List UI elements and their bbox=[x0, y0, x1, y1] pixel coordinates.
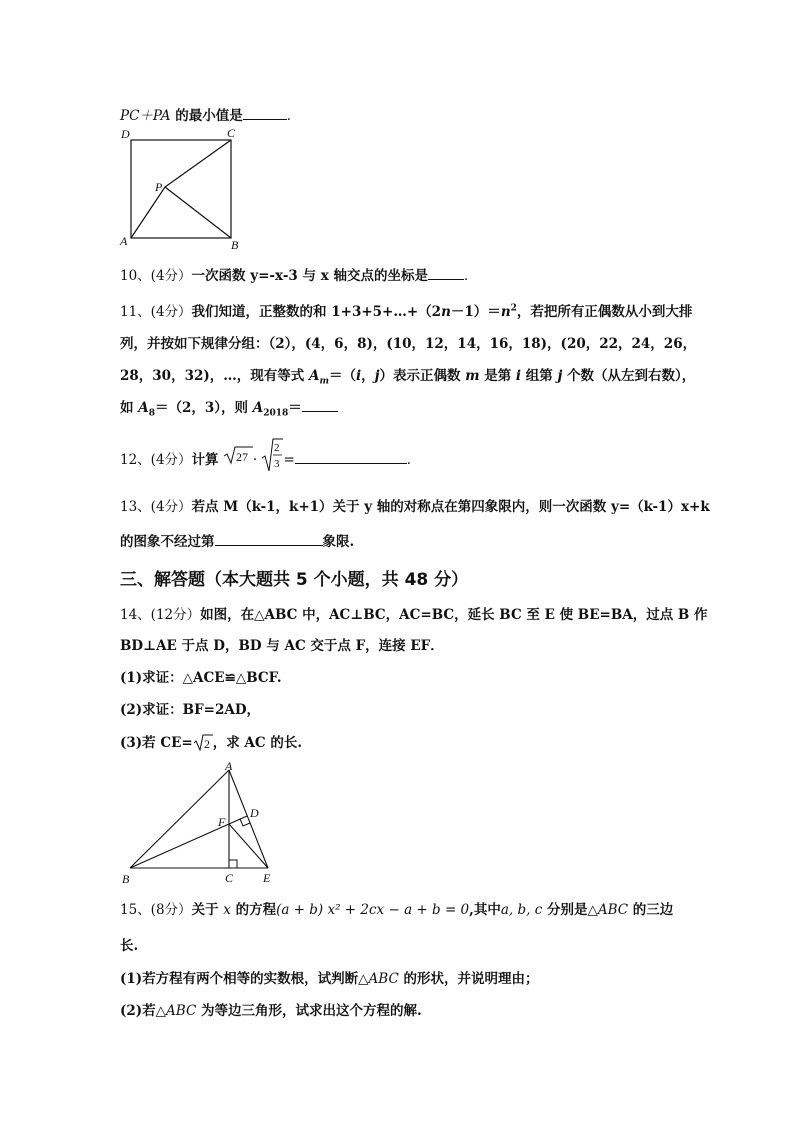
q15-line-2: 长. bbox=[120, 938, 139, 954]
q14-text-1: 如图，在△ABC 中，AC⊥BC，AC=BC，延长 BC 至 E 使 BE=BA，过点 B 作 bbox=[200, 607, 708, 623]
q15-part-1 bbox=[120, 967, 680, 987]
q15-p2-b: 为等边三角形，试求出这个方程的解. bbox=[196, 1003, 422, 1019]
q11-number: 11、(4分） bbox=[120, 304, 192, 320]
q11-sup: 2 bbox=[510, 303, 517, 314]
q12-text: 计算 bbox=[191, 451, 219, 468]
q11-l3-j: j bbox=[374, 368, 380, 384]
segment-fe bbox=[229, 824, 268, 868]
q14-rad-value: 2 bbox=[203, 736, 210, 751]
q13-line-1 bbox=[120, 495, 710, 515]
q11-l3-m: m bbox=[319, 376, 329, 387]
q11-l4-b: ＝（2，3），则 bbox=[154, 400, 253, 416]
q11-text-b: －1）＝ bbox=[450, 304, 501, 320]
q10-line bbox=[120, 264, 680, 284]
q11-l3-j2: j bbox=[557, 368, 563, 384]
label-e: E bbox=[263, 871, 271, 885]
q11-l4-A2: A bbox=[252, 400, 264, 416]
q13-text-1: 若点 M（k-1，k+1）关于 y 轴的对称点在第四象限内，则一次函数 y=（k-1）x+k bbox=[191, 499, 710, 515]
q11-line-1 bbox=[120, 300, 693, 320]
q11-l3-A: A bbox=[308, 368, 320, 384]
q11-var-n2: n bbox=[500, 304, 511, 320]
q15-part-2 bbox=[120, 999, 680, 1019]
q14-p3-b: ，求 AC 的长. bbox=[212, 735, 303, 751]
q11-l3-c: ， bbox=[361, 368, 375, 384]
q15-p1-triangle: △ABC bbox=[358, 971, 399, 987]
q11-l4-c: ＝ bbox=[288, 400, 302, 416]
q12-denominator: 3 bbox=[274, 458, 280, 470]
q11-line-4 bbox=[120, 396, 680, 419]
q11-l4-A: A bbox=[138, 400, 149, 416]
q9-line bbox=[120, 104, 680, 124]
q15-a4: 分别是 bbox=[542, 902, 588, 918]
q15-number: 15、(8分） bbox=[120, 902, 192, 918]
q11-text-a: 我们知道，正整数的和 1+3+5+…+（2 bbox=[191, 304, 442, 320]
q15-p2-triangle: △ABC bbox=[155, 1003, 197, 1019]
q11-l4-a: 如 bbox=[120, 400, 139, 416]
q11-l3-i2: i bbox=[515, 368, 522, 384]
label-a: A bbox=[120, 234, 128, 248]
label-a2: A bbox=[225, 760, 233, 773]
label-d2: D bbox=[250, 806, 259, 820]
q9-expression: PC＋PA bbox=[120, 108, 171, 124]
square-outline bbox=[131, 140, 231, 238]
q13-line-2 bbox=[120, 530, 680, 550]
q11-l3-f: 组第 bbox=[521, 368, 558, 384]
q14-triangle-figure bbox=[112, 760, 282, 890]
q11-l3-m2: m bbox=[465, 368, 480, 384]
q12-number: 12、(4分） bbox=[120, 451, 192, 468]
q11-answer-blank[interactable] bbox=[302, 399, 338, 412]
q13-number: 13、(4分） bbox=[120, 499, 192, 515]
q9-square-figure bbox=[112, 124, 252, 252]
segment-ae bbox=[229, 770, 268, 868]
section-3-title: 三、解答题（本大题共 5 个小题，共 48 分） bbox=[120, 570, 469, 590]
q14-line-1 bbox=[120, 603, 708, 623]
right-angle-c bbox=[229, 860, 237, 868]
segment-pb bbox=[165, 187, 231, 238]
q12-radical-fraction bbox=[261, 438, 283, 472]
segment-ap bbox=[131, 187, 165, 238]
q12-rad1-value: 27 bbox=[235, 450, 248, 464]
q10-end: ． bbox=[463, 268, 478, 284]
q15-p2-a: (2)若 bbox=[120, 1003, 156, 1019]
q14-part-2: (2)求证：BF=2AD， bbox=[120, 702, 261, 718]
q11-l3-b: ＝（ bbox=[328, 368, 356, 384]
q11-line-3 bbox=[120, 364, 696, 387]
label-b2: B bbox=[122, 872, 130, 886]
q12-numerator: 2 bbox=[274, 442, 280, 454]
q14-radical-2 bbox=[193, 733, 213, 751]
q13-answer-blank[interactable] bbox=[215, 533, 323, 546]
q15-a3: ,其中 bbox=[469, 902, 501, 918]
q15-line-1 bbox=[120, 898, 680, 918]
q15-equation: (a + b) x² + 2cx − a + b = 0 bbox=[276, 902, 470, 918]
q13-text-2b: 象限. bbox=[322, 534, 355, 550]
label-p: P bbox=[155, 180, 163, 194]
q9-answer-blank[interactable] bbox=[243, 107, 287, 120]
q15-a2: 的方程 bbox=[230, 902, 277, 918]
q13-text-2a: 的图象不经过第 bbox=[120, 534, 215, 550]
label-d: D bbox=[121, 127, 130, 141]
q11-l3-i: i bbox=[355, 368, 362, 384]
q11-l4-sub: 8 bbox=[148, 408, 155, 419]
q11-line-2: 列，并按如下规律分组：（2），(4，6，8)，(10，12，14，16，18)，(20，22，24，26， bbox=[120, 336, 697, 352]
q12-equals: = bbox=[283, 451, 295, 468]
q11-l4-sub2: 2018 bbox=[263, 408, 289, 419]
q9-end: ． bbox=[286, 108, 301, 124]
label-c2: C bbox=[225, 871, 234, 885]
label-f: F bbox=[218, 815, 226, 829]
q12-dot: · bbox=[252, 451, 258, 468]
q15-triangle: △ABC bbox=[587, 902, 629, 918]
q11-text-c: ，若把所有正偶数从小到大排 bbox=[516, 304, 693, 320]
q15-vars: a, b, c bbox=[500, 902, 543, 918]
q15-a5: 的三边 bbox=[628, 902, 674, 918]
q15-p1-a: (1)若方程有两个相等的实数根，试判断 bbox=[120, 971, 359, 987]
label-b: B bbox=[231, 238, 239, 252]
segment-ba bbox=[130, 770, 229, 868]
q15-p1-b: 的形状，并说明理由； bbox=[398, 971, 539, 987]
q14-part-1: (1)求证：△ACE≌△BCF. bbox=[120, 670, 282, 686]
q15-a1: 关于 bbox=[191, 902, 224, 918]
q11-var-n: n bbox=[441, 304, 451, 320]
segment-pc bbox=[165, 140, 231, 187]
q10-text: 一次函数 y=-x-3 与 x 轴交点的坐标是 bbox=[191, 268, 428, 284]
q12-end: ． bbox=[406, 451, 421, 468]
q12-radical-27 bbox=[223, 445, 253, 465]
q11-l3-a: 28，30，32)，…，现有等式 bbox=[120, 368, 309, 384]
q14-p3-a: (3)若 CE= bbox=[120, 735, 193, 751]
q11-l3-g: 个数（从左到右数）， bbox=[562, 368, 696, 384]
label-c: C bbox=[227, 126, 236, 140]
q15-var-x: x bbox=[223, 902, 231, 918]
q11-l3-e: 是第 bbox=[479, 368, 516, 384]
q12-answer-blank[interactable] bbox=[295, 451, 407, 464]
q11-l3-d: ）表示正偶数 bbox=[379, 368, 466, 384]
q10-answer-blank[interactable] bbox=[428, 267, 464, 280]
q10-number: 10、(4分） bbox=[120, 268, 192, 284]
q14-part-3 bbox=[120, 731, 680, 753]
q14-number: 14、(12分） bbox=[120, 607, 201, 623]
q12-line bbox=[120, 436, 680, 470]
q9-text: 的最小值是 bbox=[170, 108, 243, 124]
q14-line-2: BD⊥AE 于点 D，BD 与 AC 交于点 F，连接 EF． bbox=[120, 638, 444, 654]
